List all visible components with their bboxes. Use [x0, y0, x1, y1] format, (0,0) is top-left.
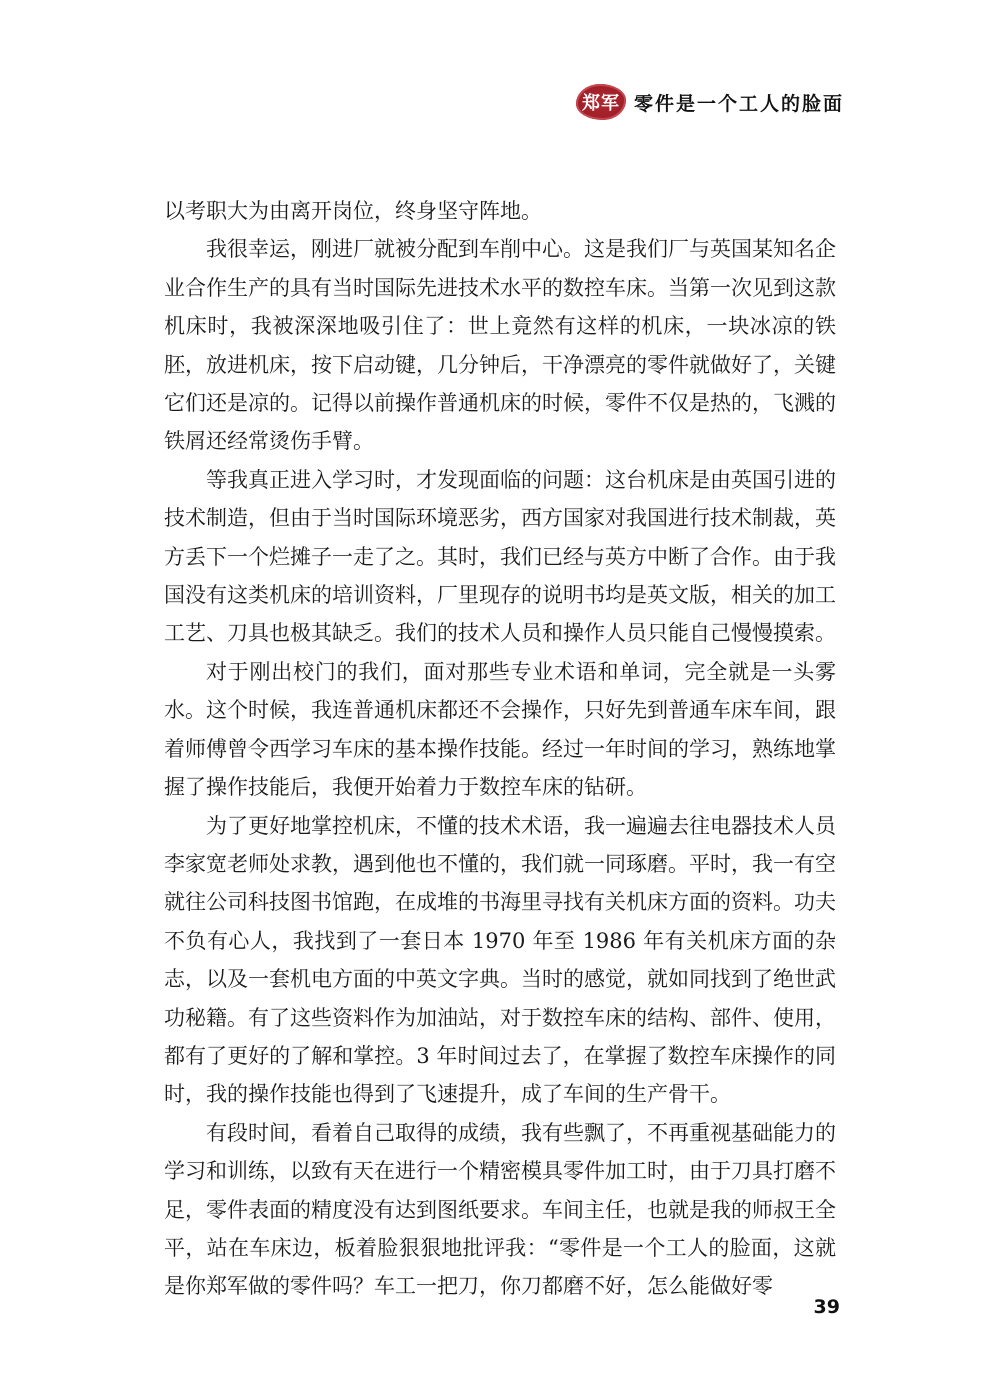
body-text: [164, 192, 836, 1306]
chapter-title: 零件是一个工人的脸面: [634, 92, 845, 115]
paragraph: 等我真正进入学习时，才发现面临的问题：这台机床是由英国引进的技术制造，但由于当时国际环境恶劣，西方国家对我国进行技术制裁，英方丢下一个烂摊子一走了之。其时，我们已经与英方中断了合作。由于我国没有这类机床的培训资料，厂里现存的说明书均是英文版，相关的加工工艺、刀具也极其缺乏。我们的技术人员和操作人员只能自己慢慢摸索。: [164, 467, 836, 646]
author-seal-icon: [576, 84, 626, 120]
paragraph: 我很幸运，刚进厂就被分配到车削中心。这是我们厂与英国某知名企业合作生产的具有当时国际先进技术水平的数控车床。当第一次见到这款机床时，我被深深地吸引住了：世上竟然有这样的机床，一块冰凉的铁胚，放进机床，按下启动键，几分钟后，干净漂亮的零件就做好了，关键它们还是凉的。记得以前操作普通机床的时候，零件不仅是热的，飞溅的铁屑还经常烫伤手臂。: [164, 237, 836, 454]
paragraph: 对于刚出校门的我们，面对那些专业术语和单词，完全就是一头雾水。这个时候，我连普通机床都还不会操作，只好先到普通车床车间，跟着师傅曾令西学习车床的基本操作技能。经过一年时间的学习，熟练地掌握了操作技能后，我便开始着力于数控车床的钻研。: [164, 659, 836, 800]
paragraph: 以考职大为由离开岗位，终身坚守阵地。: [164, 199, 542, 223]
paragraph: 为了更好地掌控机床，不懂的技术术语，我一遍遍去往电器技术人员李家宽老师处求教，遇到他也不懂的，我们就一同琢磨。平时，我一有空就往公司科技图书馆跑，在成堆的书海里寻找有关机床方面的资料。功夫不负有心人，我找到了一套日本 1970 年至 1986 年有关机床方面的杂志，以及一套机电方面的中英文字典。当时的感觉，就如同找到了绝世武功秘籍。有了这些资料作为加油站，对于数控车床的结构、部件、使用，都有了更好的了解和掌控。3 年时间过去了，在掌握了数控车床操作的同时，我的操作技能也得到了飞速提升，成了车间的生产骨干。: [164, 813, 836, 1107]
seal-text: 郑军: [582, 93, 620, 114]
paragraph: 有段时间，看着自己取得的成绩，我有些飘了，不再重视基础能力的学习和训练，以致有天在进行一个精密模具零件加工时，由于刀具打磨不足，零件表面的精度没有达到图纸要求。车间主任，也就是我的师叔王全平，站在车床边，板着脸狠狠地批评我：“零件是一个工人的脸面，这就是你郑军做的零件吗？车工一把刀，你刀都磨不好，怎么能做好零: [164, 1120, 836, 1299]
page-number: 39: [813, 1296, 840, 1318]
running-header: [576, 80, 844, 124]
